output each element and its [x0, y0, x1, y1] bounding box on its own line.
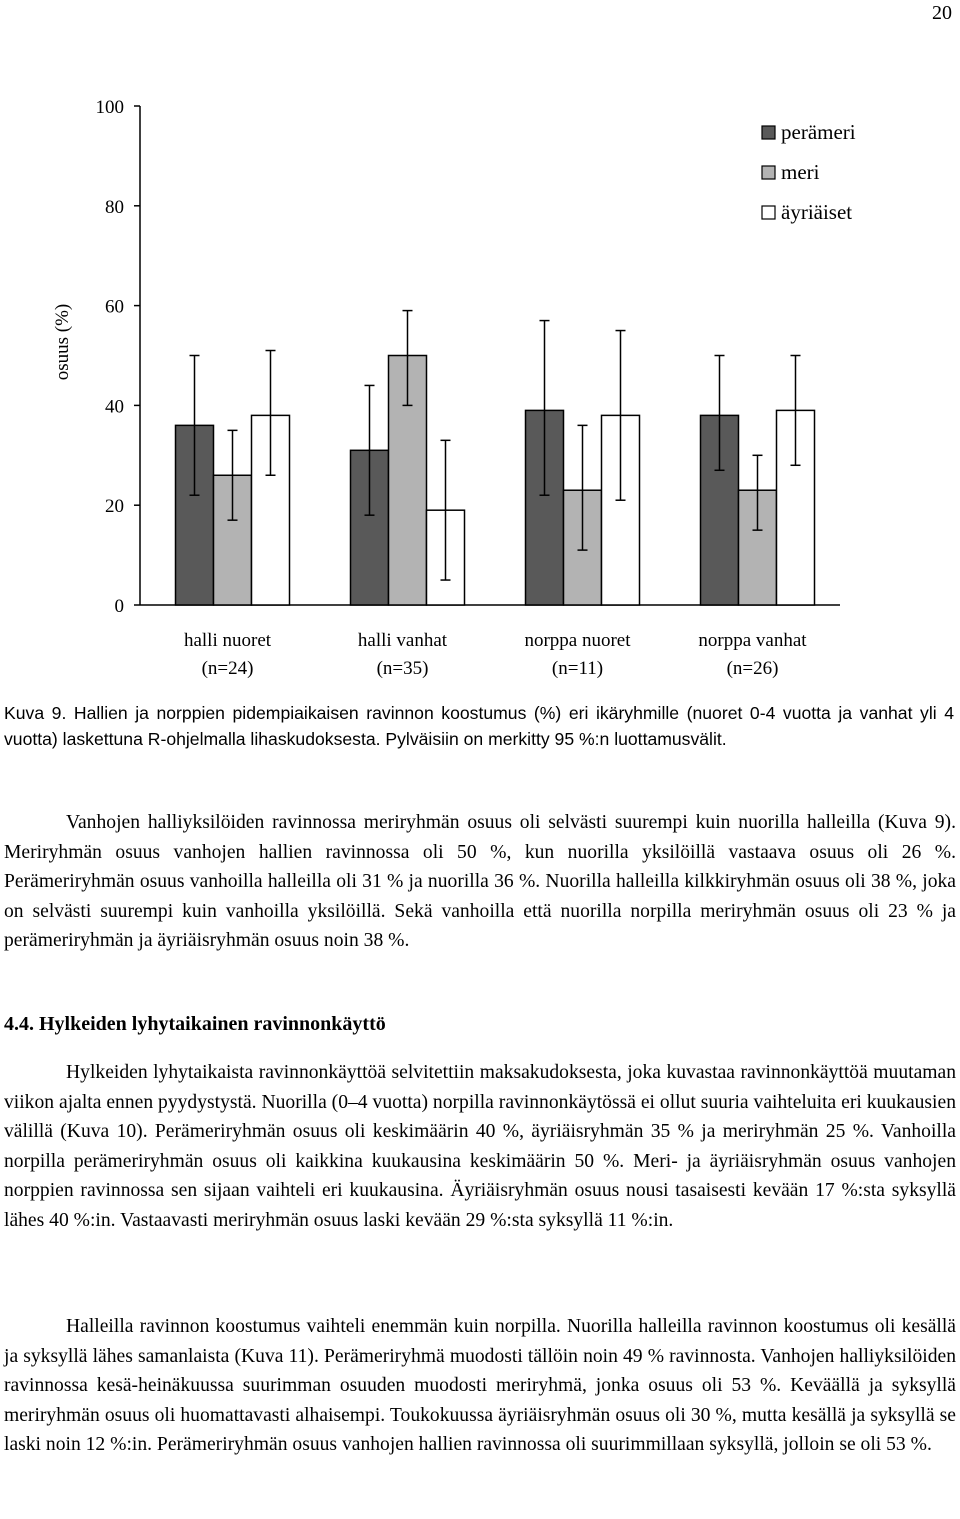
legend-label-3: äyriäiset: [781, 200, 853, 224]
paragraph-2-block: [4, 1058, 956, 1235]
section-heading: 4.4. Hylkeiden lyhytaikainen ravinnonkäyttö: [4, 1013, 386, 1035]
y-axis-label: osuus (%): [52, 303, 73, 381]
legend-swatch-2: [762, 166, 775, 179]
paragraph-1-block: [4, 808, 956, 956]
category-n-2: (n=35): [376, 658, 429, 679]
category-n-4: (n=26): [726, 658, 779, 679]
category-n-3: (n=11): [551, 658, 604, 679]
paragraph-3: Halleilla ravinnon koostumus vaihteli enemmän kuin norpilla. Nuorilla halleilla ravinnon koostumus oli kesällä ja syksyllä lähes samanlaista (Kuva 11). Perämeriryhmä muodosti tällöin noin 49 % ravinnosta. Vanhojen halliyksilöiden ravinnossa kesä-heinäkuussa suurimman osuuden muodosti meriryhmä, jonka osuus oli 53 %. Keväällä ja syksyllä meriryhmän osuus oli huomattavasti alhaisempi. Toukokuussa äyriäisryhmän osuus oli 30 %, mutta kesällä ja syksyllä se laski noin 12 %:in. Perämeriryhmän osuus vanhojen hallien ravinnossa oli suurimmillaan syksyllä, jolloin se oli 53 %.: [4, 1316, 956, 1455]
paragraph-3-block: [4, 1312, 956, 1460]
category-label-1: halli nuoret: [183, 630, 272, 651]
legend-label-1: perämeri: [781, 120, 856, 144]
y-tick-label-100: 100: [95, 97, 124, 118]
legend-label-2: meri: [781, 160, 820, 184]
category-label-3: norppa nuoret: [524, 630, 631, 651]
category-label-2: halli vanhat: [357, 630, 448, 651]
y-tick-label-20: 20: [105, 496, 124, 518]
figure-caption: Kuva 9. Hallien ja norppien pidempiaikaisen ravinnon koostumus (%) eri ikäryhmille (nuoret 0-4 vuotta ja vanhat yli 4 vuotta) laskettuna R-ohjelmalla lihaskudoksesta. Pylväisiin on merkitty 95 %:n luottamusvälit.: [4, 703, 954, 749]
y-tick-label-40: 40: [105, 396, 124, 418]
y-tick-label-0: 0: [114, 596, 124, 617]
category-n-1: (n=24): [201, 658, 254, 679]
legend-swatch-3: [762, 206, 775, 219]
category-label-4: norppa vanhat: [698, 630, 807, 651]
paragraph-1: Vanhojen halliyksilöiden ravinnossa meriryhmän osuus oli selvästi suurempi kuin nuorilla halleilla (Kuva 9). Meriryhmän osuus vanhojen hallien ravinnossa oli 50 %, kun nuorilla yksilöillä vastaava osuus oli 26 %. Perämeriryhmän osuus vanhoilla halleilla oli 31 % ja nuorilla 36 %. Nuorilla halleilla kilkkiryhmän osuus oli 38 %, joka on selvästi suurempi kuin vanhoilla yksilöillä. Sekä vanhoilla että nuorilla norpilla meriryhmän osuus oli 23 % ja perämeriryhmän ja äyriäisryhmän osuus noin 38 %.: [4, 812, 956, 951]
y-tick-label-60: 60: [105, 296, 124, 318]
y-tick-label-80: 80: [105, 196, 124, 218]
page-number: 20: [932, 2, 952, 24]
legend-swatch-1: [762, 126, 775, 139]
bar-chart: [0, 60, 960, 690]
paragraph-2: Hylkeiden lyhytaikaista ravinnonkäyttöä selvitettiin maksakudoksesta, joka kuvastaa ravinnonkäyttöä muutaman viikon ajalta ennen pyydystystä. Nuorilla (0–4 vuotta) norpilla ravinnonkäytössä ei ollut suuria vaihteluita eri kuukausien välillä (Kuva 10). Perämeriryhmän osuus oli keskimäärin 40 %, äyriäisryhmän 35 % ja meriryhmän 25 %. Vanhoilla norpilla perämeriryhmän osuus oli kaikkina kuukausina keskimäärin 50 %. Meri- ja äyriäisryhmän osuus vanhojen norppien ravinnossa sen sijaan vaihteli eri kuukausina. Äyriäisryhmän osuus nousi tasaisesti kevään 17 %:sta syksyllä lähes 40 %:in. Vastaavasti meriryhmän osuus laski kevään 29 %:sta syksyllä 11 %:in.: [4, 1062, 956, 1231]
